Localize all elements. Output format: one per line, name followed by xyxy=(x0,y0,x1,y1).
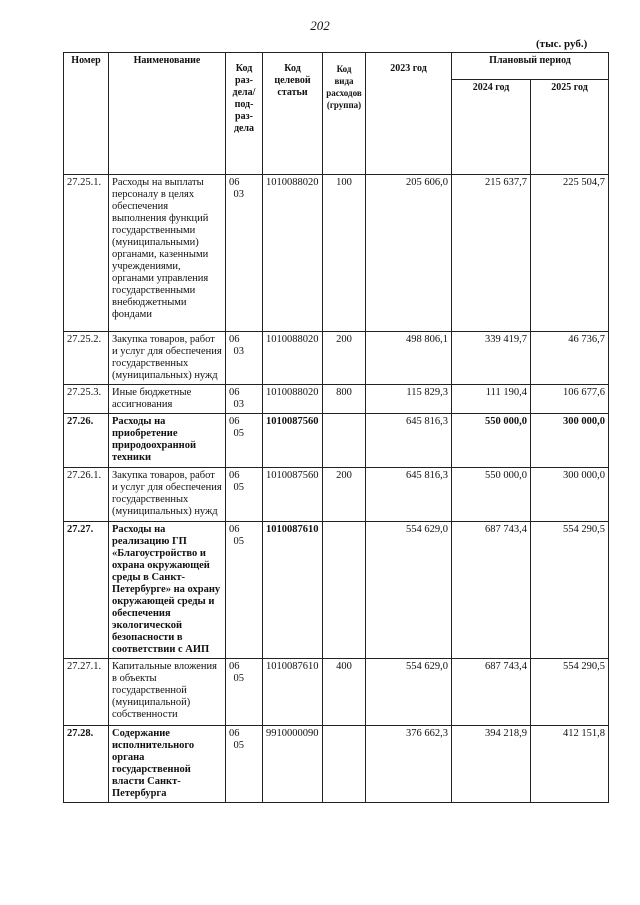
header-year-2023: 2023 год xyxy=(366,53,452,175)
subsection-code: 05 xyxy=(233,536,244,547)
row-2023: 376 662,3 xyxy=(366,726,452,803)
row-2025: 300 000,0 xyxy=(531,468,609,522)
row-2024: 687 743,4 xyxy=(452,659,531,726)
row-name: Закупка товаров, работ и услуг для обеспечения государственных (муниципальных) нужд xyxy=(109,468,226,522)
subsection-code: 03 xyxy=(233,189,244,200)
row-2024: 215 637,7 xyxy=(452,175,531,332)
row-2025: 412 151,8 xyxy=(531,726,609,803)
row-2023: 554 629,0 xyxy=(366,522,452,659)
header-section-code: Код раз-дела/ под-раз-дела xyxy=(226,53,263,175)
row-target: 1010087560 xyxy=(263,414,323,468)
header-year-2024: 2024 год xyxy=(452,80,531,175)
row-expense: 200 xyxy=(323,332,366,385)
section-code: 06 xyxy=(229,524,240,535)
row-section xyxy=(226,175,263,332)
row-name: Содержание исполнительного органа государственной власти Санкт-Петербурга xyxy=(109,726,226,803)
section-code: 06 xyxy=(229,416,240,427)
section-code: 06 xyxy=(229,334,240,345)
row-name: Иные бюджетные ассигнования xyxy=(109,385,226,414)
section-code: 06 xyxy=(229,387,240,398)
row-number: 27.25.1. xyxy=(64,175,109,332)
row-2023: 645 816,3 xyxy=(366,468,452,522)
table-row xyxy=(64,414,609,468)
row-name: Капитальные вложения в объекты государственной (муниципальной) собственности xyxy=(109,659,226,726)
row-target: 1010087610 xyxy=(263,522,323,659)
header-year-2025: 2025 год xyxy=(531,80,609,175)
table-row xyxy=(64,175,609,332)
header-planning-period: Плановый период xyxy=(452,53,609,80)
row-name: Закупка товаров, работ и услуг для обеспечения государственных (муниципальных) нужд xyxy=(109,332,226,385)
row-2024: 339 419,7 xyxy=(452,332,531,385)
section-code: 06 xyxy=(229,728,240,739)
row-target: 1010088020 xyxy=(263,175,323,332)
row-2025: 46 736,7 xyxy=(531,332,609,385)
row-target: 1010088020 xyxy=(263,332,323,385)
section-code: 06 xyxy=(229,661,240,672)
row-target: 1010088020 xyxy=(263,385,323,414)
header-target-code: Код целевой статьи xyxy=(263,53,323,175)
subsection-code: 03 xyxy=(233,399,244,410)
row-target: 9910000090 xyxy=(263,726,323,803)
row-name: Расходы на приобретение природоохранной техники xyxy=(109,414,226,468)
row-2025: 106 677,6 xyxy=(531,385,609,414)
header-name: Наименование xyxy=(109,53,226,175)
header-expense-code: Код вида расходов (группа) xyxy=(323,53,366,175)
section-code: 06 xyxy=(229,470,240,481)
table-row xyxy=(64,385,609,414)
row-name: Расходы на выплаты персоналу в целях обеспечения выполнения функций государственными (муниципальными) органами, казенными учреждениями, органами управления государственными внебюджетными фондами xyxy=(109,175,226,332)
subsection-code: 05 xyxy=(233,740,244,751)
row-2025: 554 290,5 xyxy=(531,659,609,726)
row-number: 27.25.2. xyxy=(64,332,109,385)
row-expense: 800 xyxy=(323,385,366,414)
row-name: Расходы на реализацию ГП «Благоустройство и охрана окружающей среды в Санкт-Петербурге» на охрану окружающей среды и обеспечения экологической безопасности в соответствии с АИП xyxy=(109,522,226,659)
table-row xyxy=(64,522,609,659)
row-section xyxy=(226,385,263,414)
budget-table xyxy=(63,52,609,803)
row-number: 27.27. xyxy=(64,522,109,659)
row-number: 27.25.3. xyxy=(64,385,109,414)
table-row xyxy=(64,726,609,803)
row-number: 27.26.1. xyxy=(64,468,109,522)
row-section xyxy=(226,522,263,659)
table-row xyxy=(64,332,609,385)
row-section xyxy=(226,332,263,385)
row-section xyxy=(226,414,263,468)
row-2023: 554 629,0 xyxy=(366,659,452,726)
row-2023: 115 829,3 xyxy=(366,385,452,414)
row-expense: 200 xyxy=(323,468,366,522)
row-section xyxy=(226,468,263,522)
subsection-code: 05 xyxy=(233,428,244,439)
row-expense: 400 xyxy=(323,659,366,726)
row-expense: 100 xyxy=(323,175,366,332)
row-expense xyxy=(323,522,366,659)
row-2023: 498 806,1 xyxy=(366,332,452,385)
subsection-code: 05 xyxy=(233,482,244,493)
row-2025: 554 290,5 xyxy=(531,522,609,659)
row-section xyxy=(226,726,263,803)
row-2023: 645 816,3 xyxy=(366,414,452,468)
row-2024: 394 218,9 xyxy=(452,726,531,803)
row-2024: 111 190,4 xyxy=(452,385,531,414)
units-label: (тыс. руб.) xyxy=(536,38,588,50)
row-number: 27.26. xyxy=(64,414,109,468)
section-code: 06 xyxy=(229,177,240,188)
row-number: 27.28. xyxy=(64,726,109,803)
row-expense xyxy=(323,414,366,468)
table-row xyxy=(64,468,609,522)
row-target: 1010087560 xyxy=(263,468,323,522)
row-target: 1010087610 xyxy=(263,659,323,726)
table-row xyxy=(64,659,609,726)
row-2024: 687 743,4 xyxy=(452,522,531,659)
header-number: Номер xyxy=(64,53,109,175)
page-number: 202 xyxy=(310,18,330,33)
row-2025: 225 504,7 xyxy=(531,175,609,332)
row-section xyxy=(226,659,263,726)
subsection-code: 05 xyxy=(233,673,244,684)
subsection-code: 03 xyxy=(233,346,244,357)
row-2024: 550 000,0 xyxy=(452,414,531,468)
header-row xyxy=(64,53,609,80)
row-expense xyxy=(323,726,366,803)
row-number: 27.27.1. xyxy=(64,659,109,726)
row-2023: 205 606,0 xyxy=(366,175,452,332)
row-2025: 300 000,0 xyxy=(531,414,609,468)
row-2024: 550 000,0 xyxy=(452,468,531,522)
